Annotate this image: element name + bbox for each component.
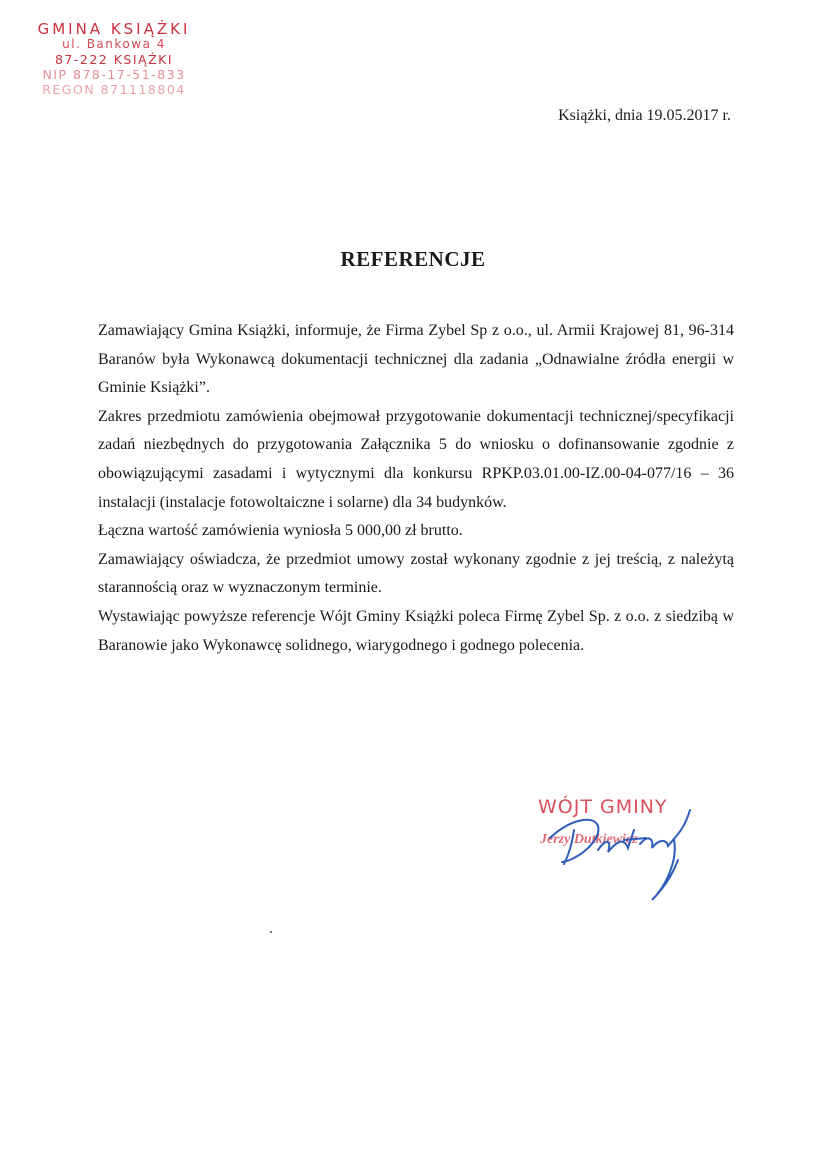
stamp-line-postal: 87-222 KSIĄŻKI: [54, 52, 174, 67]
signature-title-stamp: WÓJT GMINY: [538, 796, 668, 818]
stamp-line-nip: NIP 878-17-51-833: [42, 67, 186, 82]
signature-name-stamp: Jerzy Dutkiewicz: [540, 832, 638, 847]
letter-body: [98, 317, 734, 660]
paragraph-intro: Zamawiający Gmina Książki, informuje, że Firma Zybel Sp z o.o., ul. Armii Krajowej 81, 96-314 Baranów była Wykonawcą dokumentacji technicznej dla zadania „Odnawialne źródła energii w Gminie Książki”.: [98, 322, 734, 397]
handwritten-signature: [528, 790, 718, 910]
header-stamp: [14, 22, 214, 97]
paragraph-value: Łączna wartość zamówienia wyniosła 5 000,00 zł brutto.: [98, 522, 463, 540]
stray-mark: [270, 931, 272, 933]
stamp-line-name: GMINA KSIĄŻKI: [37, 20, 191, 38]
document-title: REFERENCJE: [340, 247, 486, 271]
paragraph-scope: Zakres przedmiotu zamówienia obejmował przygotowanie dokumentacji technicznej/specyfikacji zadań niezbędnych do przygotowania Załącznika 5 do wniosku o dofinansowanie zgodnie z obowiązującymi zasadami i wytycznymi dla konkursu RPKP.03.01.00-IZ.00-04-077/16 – 36 instalacji (instalacje fotowoltaiczne i solarne) dla 34 budynków.: [98, 407, 734, 511]
paragraph-recommendation: Wystawiając powyższe referencje Wójt Gminy Książki poleca Firmę Zybel Sp. z o.o. z siedzibą w Baranowie jako Wykonawcę solidnego, wiarygodnego i godnego polecenia.: [98, 607, 734, 654]
place-date: Książki, dnia 19.05.2017 r.: [558, 107, 731, 124]
stamp-line-street: ul. Bankowa 4: [62, 37, 166, 51]
paragraph-statement: Zamawiający oświadcza, że przedmiot umowy został wykonany zgodnie z jej treścią, z należytą starannością oraz w wyznaczonym terminie.: [98, 550, 734, 597]
stamp-line-regon: REGON 871118804: [42, 82, 186, 97]
signature-block: [528, 790, 718, 910]
